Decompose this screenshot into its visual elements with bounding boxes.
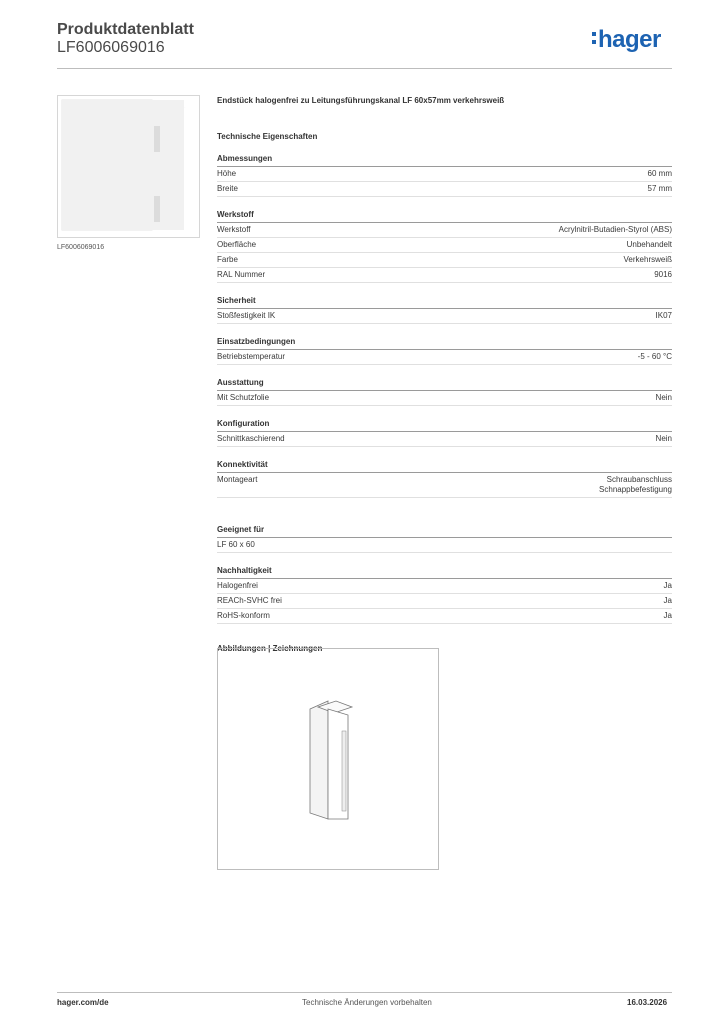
article-number: LF6006069016 xyxy=(57,39,165,56)
spec-value: IK07 xyxy=(655,311,672,320)
spec-value: 60 mm xyxy=(647,169,672,178)
spec-value: Nein xyxy=(655,434,672,443)
spec-label: Oberfläche xyxy=(217,240,257,249)
spec-row xyxy=(217,182,672,197)
spec-row xyxy=(217,579,672,594)
section-title: Nachhaltigkeit xyxy=(217,566,672,579)
spec-label: REACh-SVHC frei xyxy=(217,596,282,605)
spec-row xyxy=(217,538,672,553)
spec-label: RAL Nummer xyxy=(217,270,266,279)
section-material xyxy=(217,210,672,283)
spec-label: Farbe xyxy=(217,255,238,264)
technical-drawing xyxy=(217,648,439,870)
section-title: Konnektivität xyxy=(217,460,672,473)
spec-row xyxy=(217,167,672,182)
spec-label: Höhe xyxy=(217,169,237,178)
spec-value: 9016 xyxy=(654,270,672,279)
product-image xyxy=(57,95,200,238)
spec-label: RoHS-konform xyxy=(217,611,270,620)
spec-value: Ja xyxy=(663,611,672,620)
spec-value: Ja xyxy=(663,596,672,605)
section-title: Ausstattung xyxy=(217,378,672,391)
spec-value: Verkehrsweiß xyxy=(623,255,672,264)
logo-dots-icon xyxy=(592,24,596,52)
spec-row xyxy=(217,309,672,324)
spec-value: -5 - 60 °C xyxy=(637,352,672,361)
spec-value: Ja xyxy=(663,581,672,590)
footer-website-link[interactable]: hager.com/de xyxy=(57,998,109,1007)
spec-value: 57 mm xyxy=(647,184,672,193)
section-dimensions xyxy=(217,154,672,197)
spec-row xyxy=(217,391,672,406)
spec-value-line: Schnappbefestigung xyxy=(599,485,672,494)
spec-row xyxy=(217,223,672,238)
spec-value: Nein xyxy=(655,393,672,402)
spec-label: LF 60 x 60 xyxy=(217,540,255,549)
spec-label: Schnittkaschierend xyxy=(217,434,285,443)
product-title: Endstück halogenfrei zu Leitungsführungskanal LF 60x57mm verkehrsweiß xyxy=(217,96,505,105)
section-title: Sicherheit xyxy=(217,296,672,309)
section-connectivity xyxy=(217,460,672,498)
spec-row xyxy=(217,432,672,447)
spec-row xyxy=(217,350,672,365)
spec-label: Breite xyxy=(217,184,238,193)
spec-row xyxy=(217,609,672,624)
footer-disclaimer: Technische Änderungen vorbehalten xyxy=(302,998,432,1007)
section-operating-conditions xyxy=(217,337,672,365)
section-sustainability xyxy=(217,566,672,624)
spec-content xyxy=(217,96,672,653)
spec-row xyxy=(217,268,672,283)
spec-row xyxy=(217,238,672,253)
spec-label: Halogenfrei xyxy=(217,581,258,590)
spec-row xyxy=(217,594,672,609)
spec-value-line: Schraubanschluss xyxy=(606,475,672,484)
footer-date: 16.03.2026 xyxy=(627,998,668,1007)
spec-value: Unbehandelt xyxy=(626,240,672,249)
logo-text: hager xyxy=(598,26,661,53)
spec-row xyxy=(217,473,672,498)
spec-value xyxy=(599,475,672,495)
section-title: Geeignet für xyxy=(217,525,672,538)
spec-label: Mit Schutzfolie xyxy=(217,393,270,402)
image-caption: LF6006069016 xyxy=(57,244,105,251)
section-safety xyxy=(217,296,672,324)
section-title: Konfiguration xyxy=(217,419,672,432)
tech-heading: Technische Eigenschaften xyxy=(217,132,318,141)
spec-value: Acrylnitril-Butadien-Styrol (ABS) xyxy=(558,225,672,234)
section-title: Einsatzbedingungen xyxy=(217,337,672,350)
section-title: Werkstoff xyxy=(217,210,672,223)
hager-logo[interactable] xyxy=(592,26,661,54)
drawings-heading: Abbildungen | Zeichnungen xyxy=(217,644,323,653)
page-title: Produktdatenblatt xyxy=(57,21,194,38)
section-configuration xyxy=(217,419,672,447)
footer-divider xyxy=(57,992,672,993)
section-suitable-for xyxy=(217,525,672,553)
spec-label: Werkstoff xyxy=(217,225,251,234)
spec-row xyxy=(217,253,672,268)
spec-label: Stoßfestigkeit IK xyxy=(217,311,276,320)
spec-label: Montageart xyxy=(217,475,258,484)
spec-label: Betriebstemperatur xyxy=(217,352,286,361)
header-divider xyxy=(57,68,672,69)
section-title: Abmessungen xyxy=(217,154,672,167)
section-equipment xyxy=(217,378,672,406)
